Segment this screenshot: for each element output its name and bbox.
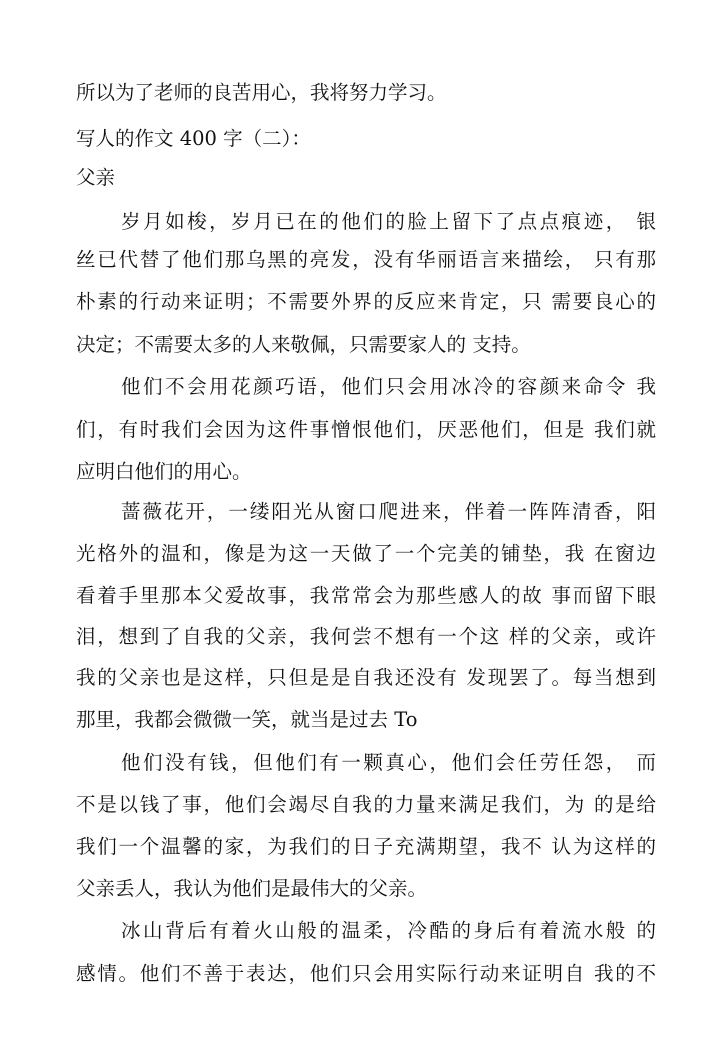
text-line: 父亲丢人，我认为他们是最伟大的父亲。: [76, 877, 428, 900]
text-line: 我的父亲也是这样，只但是是自我还没有 发现罢了。每当想到: [76, 666, 656, 689]
text-line: 们，有时我们会因为这件事憎恨他们，厌恶他们，但是 我们就: [76, 418, 656, 441]
text-line: 他们没有钱，但他们有一颗真心，他们会任劳任怨， 而: [121, 751, 656, 774]
text-line: 我们一个温馨的家，为我们的日子充满期望，我不 认为这样的: [76, 835, 656, 858]
text-line: 看着手里那本父爱故事，我常常会为那些感人的故 事而留下眼: [76, 584, 656, 607]
text-line: 感情。他们不善于表达，他们只会用实际行动来证明自 我的不: [76, 962, 656, 985]
text-line: 蔷薇花开，一缕阳光从窗口爬进来，伴着一阵阵清香，阳: [121, 500, 656, 523]
text-line: 光格外的温和，像是为这一天做了一个完美的铺垫，我 在窗边: [76, 542, 656, 565]
text-line: 冰山背后有着火山般的温柔，冷酷的身后有着流水般 的: [121, 919, 656, 942]
text-line: 应明白他们的用心。: [76, 460, 252, 483]
text-line: 岁月如梭，岁月已在的他们的脸上留下了点点痕迹， 银: [121, 210, 656, 233]
text-line: 所以为了老师的良苦用心，我将努力学习。: [76, 81, 447, 104]
text-line: 决定；不需要太多的人来敬佩，只需要家人的 支持。: [76, 333, 531, 356]
text-line: 朴素的行动来证明；不需要外界的反应来肯定，只 需要良心的: [76, 290, 656, 313]
essay-title: 父亲: [76, 166, 116, 189]
text-line: 丝已代替了他们那乌黑的亮发，没有华丽语言来描绘， 只有那: [76, 248, 656, 271]
section-heading: 写人的作文 400 字（二）：: [76, 127, 311, 150]
text-line: 他们不会用花颜巧语，他们只会用冰冷的容颜来命令 我: [121, 375, 656, 398]
text-line: 泪，想到了自我的父亲，我何尝不想有一个这 样的父亲，或许: [76, 625, 656, 648]
text-line: 那里，我都会微微一笑，就当是过去 To: [76, 708, 418, 731]
text-line: 不是以钱了事，他们会竭尽自我的力量来满足我们，为 的是给: [76, 793, 656, 816]
